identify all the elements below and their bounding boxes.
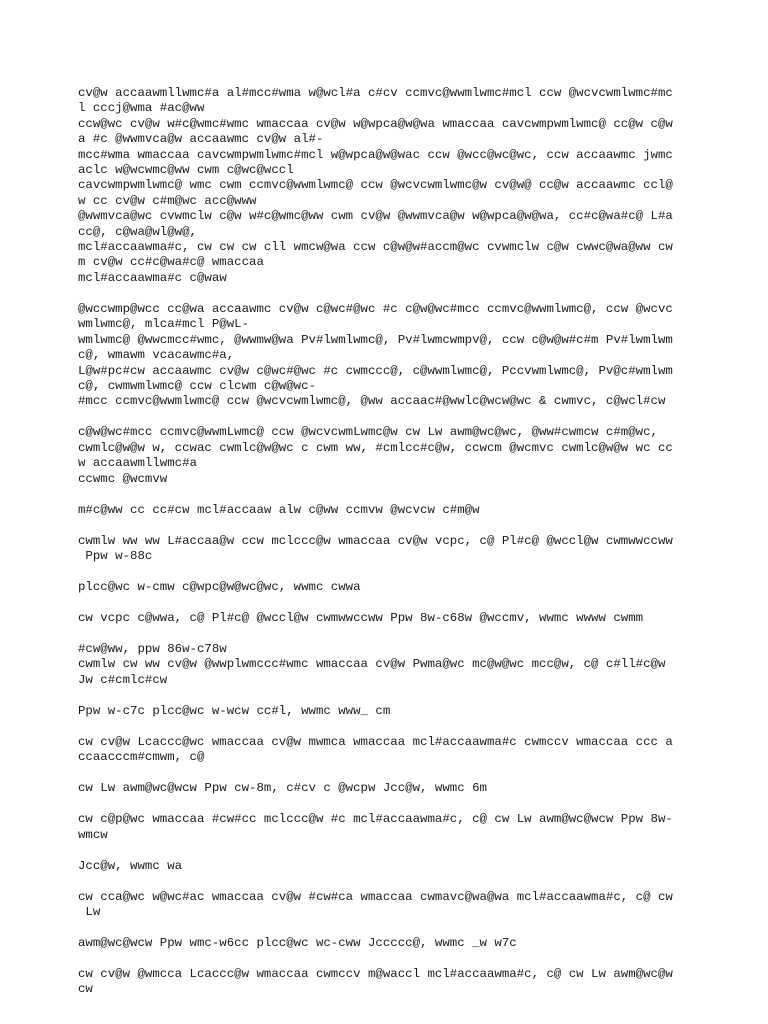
text-line: cwmlw cw ww cv@w @wwplwmccc#wmc wmaccaa cv@w Pwma@wc mc@w@wc mcc@w, c@ c#ll#c@w: [78, 657, 666, 672]
text-line: cavcwmpwmlwmc@ wmc cwm ccmvc@wwmlwmc@ ccw @wcvcwmlwmc@w cv@w@ cc@w accaawmc ccl@: [78, 178, 673, 193]
text-paragraph: [78, 580, 696, 595]
text-line: cwmlc@w@w w, ccwac cwmlc@w@wc c cwm ww, #cmlcc#c@w, ccwcm @wcmvc cwmlc@w@w wc cc: [78, 440, 673, 455]
text-line: a #c @wwmvca@w accaawmc cv@w al#-: [78, 132, 324, 147]
text-line: cw vcpc c@wwa, c@ Pl#c@ @wccl@w cwmwwccww Ppw 8w-c68w @wccmv, wwmc wwww cwmm: [78, 610, 644, 625]
text-line: cw cv@w @wmcca Lcaccc@w wmaccaa cwmccv m@waccl mcl#accaawma#c, c@ cw Lw awm@wc@w: [78, 966, 673, 981]
text-paragraph: [78, 890, 696, 921]
text-line: cw cv@w Lcaccc@wc wmaccaa cv@w mwmca wmaccaa mcl#accaawma#c cwmccv wmaccaa ccc a: [78, 734, 673, 749]
text-paragraph: [78, 859, 696, 874]
text-line: cw: [78, 982, 93, 997]
text-line: w accaawmllwmc#a: [78, 456, 197, 471]
text-line: Lw: [78, 904, 101, 919]
text-line: Ppw w-c7c plcc@wc w-wcw cc#l, wwmc www_ cm: [78, 703, 391, 718]
text-line: c@w@wc#mcc ccmvc@wwmLwmc@ ccw @wcvcwmLwmc@w cw Lw awm@wc@wc, @ww#cwmcw c#m@wc,: [78, 425, 658, 440]
document-page: [78, 86, 696, 1013]
text-paragraph: [78, 425, 696, 487]
text-line: mcl#accaawma#c, cw cw cw cll wmcw@wa ccw c@w@w#accm@wc cvwmclw c@w cwwc@wa@ww cw: [78, 240, 673, 255]
text-line: cw Lw awm@wc@wcw Ppw cw-8m, c#cv c @wcpw Jcc@w, wwmc 6m: [78, 781, 487, 796]
text-paragraph: [78, 936, 696, 951]
text-line: Ppw w-88c: [78, 548, 153, 563]
text-line: Jw c#cmlc#cw: [78, 672, 168, 687]
text-line: w cc cv@w c#m@wc acc@www: [78, 193, 257, 208]
text-paragraph: [78, 86, 696, 286]
text-line: aclc w@wcwmc@ww cwm c@wc@wccl: [78, 163, 294, 178]
text-line: cw c@p@wc wmaccaa #cw#cc mclccc@w #c mcl#accaawma#c, c@ cw Lw awm@wc@wcw Ppw 8w-: [78, 812, 673, 827]
text-paragraph: [78, 534, 696, 565]
text-line: cc@, c@wa@wl@w@,: [78, 224, 197, 239]
text-paragraph: [78, 967, 696, 998]
text-line: Jcc@w, wwmc wa: [78, 858, 183, 873]
text-paragraph: [78, 735, 696, 766]
text-line: #cw@ww, ppw 86w-c78w: [78, 641, 227, 656]
text-line: m#c@ww cc cc#cw mcl#accaaw alw c@ww ccmvw @wcvcw c#m@w: [78, 502, 480, 517]
text-line: cwmlw ww ww L#accaa@w ccw mclccc@w wmaccaa cv@w vcpc, c@ Pl#c@ @wccl@w cwmwwccww: [78, 533, 673, 548]
text-paragraph: [78, 781, 696, 796]
text-line: cw cca@wc w@wc#ac wmaccaa cv@w #cw#ca wmaccaa cwmavc@wa@wa mcl#accaawma#c, c@ cw: [78, 889, 673, 904]
text-line: ccwmc @wcmvw: [78, 471, 168, 486]
text-line: @wccwmp@wcc cc@wa accaawmc cv@w c@wc#@wc #c c@w@wc#mcc ccmvc@wwmlwmc@, ccw @wcvc: [78, 301, 673, 316]
text-line: wmcw: [78, 827, 108, 842]
text-line: ccw@wc cv@w w#c@wmc#wmc wmaccaa cv@w w@wpca@w@wa wmaccaa cavcwmpwmlwmc@ cc@w c@w: [78, 116, 673, 131]
text-paragraph: [78, 503, 696, 518]
text-line: c@, wmawm vcacawmc#a,: [78, 348, 235, 363]
text-line: ccaacccm#cmwm, c@: [78, 750, 205, 765]
text-line: #mcc ccmvc@wwmlwmc@ ccw @wcvcwmlwmc@, @ww accaac#@wwlc@wcw@wc & cwmvc, c@wcl#cw: [78, 394, 666, 409]
text-line: @wwmvca@wc cvwmclw c@w w#c@wmc@ww cwm cv@w @wwmvca@w w@wpca@w@wa, cc#c@wa#c@ L#a: [78, 209, 673, 224]
text-line: mcl#accaawma#c c@waw: [78, 270, 227, 285]
text-line: m cv@w cc#c@wa#c@ wmaccaa: [78, 255, 264, 270]
text-line: wmlwmc@ @wwcmcc#wmc, @wwmw@wa Pv#lwmlwmc@, Pv#lwmcwmpv@, ccw c@w@w#c#m Pv#lwmlwm: [78, 332, 673, 347]
text-line: wmlwmc@, mlca#mcl P@wL-: [78, 317, 250, 332]
text-line: awm@wc@wcw Ppw wmc-w6cc plcc@wc wc-cww Jccccc@, wwmc _w w7c: [78, 935, 517, 950]
text-line: c@, cwmwmlwmc@ ccw clcwm c@w@wc-: [78, 378, 316, 393]
text-paragraph: [78, 302, 696, 410]
text-line: l cccj@wma #ac@ww: [78, 101, 205, 116]
text-paragraph: [78, 642, 696, 688]
text-line: plcc@wc w-cmw c@wpc@w@wc@wc, wwmc cwwa: [78, 579, 361, 594]
text-paragraph: [78, 704, 696, 719]
text-paragraph: [78, 611, 696, 626]
text-line: cv@w accaawmllwmc#a al#mcc#wma w@wcl#a c#cv ccmvc@wwmlwmc#mcl ccw @wcvcwmlwmc#mc: [78, 86, 673, 100]
text-paragraph: [78, 812, 696, 843]
text-line: mcc#wma wmaccaa cavcwmpwmlwmc#mcl w@wpca@w@wac ccw @wcc@wc@wc, ccw accaawmc jwmc: [78, 147, 673, 162]
text-line: L@w#pc#cw accaawmc cv@w c@wc#@wc #c cwmccc@, c@wwmlwmc@, Pccvwmlwmc@, Pv@c#wmlwm: [78, 363, 673, 378]
